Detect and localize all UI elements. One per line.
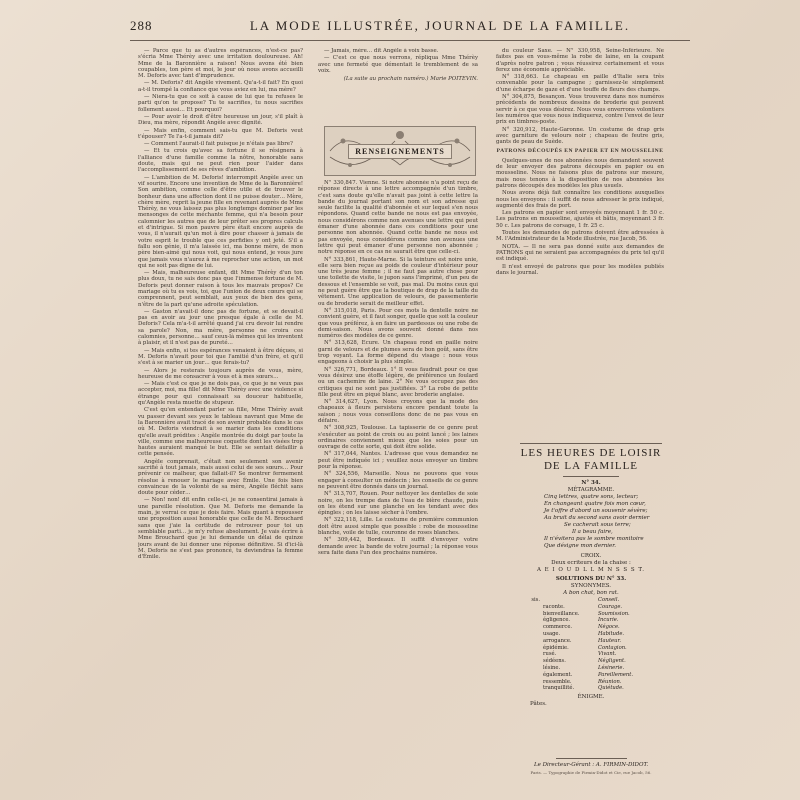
- solution-row: [520, 624, 662, 631]
- novel-paragraph: — C'est ce que nous verrons, répliqua Mme Thérèy avec une fermeté que démentait le tremblement de sa voix.: [318, 55, 478, 74]
- patrons-paragraph: NOTA. — Il ne sera pas donné suite aux demandes de PATRONS qui ne seraient pas accompagnées du prix tel qu'il est indiqué.: [496, 243, 664, 263]
- puzzle-poem: [520, 494, 662, 550]
- journal-title: LA MODE ILLUSTRÉE, JOURNAL DE LA FAMILLE.: [249, 18, 631, 33]
- novel-paragraph: — Mais enfin, si tes espérances venaient à être déçues, si M. Deforis n'avait pour toi que l'amitié d'un frère, et qu'il s'est à se marier un jour… que ferais-tu?: [138, 347, 303, 367]
- patrons-paragraph: Nous avons déjà fait connaître les conditions auxquelles nous les envoyons : il suffit de nous adresser le prix indiqué, augmenté des frais de port.: [496, 190, 664, 209]
- imprint-line: Paris. — Typographie de Firmin-Didot et Cie, rue Jacob, 56.: [530, 770, 652, 775]
- solution-letter: [520, 658, 543, 665]
- solution-synonym: Incurie.: [598, 617, 619, 624]
- poem-line: Se cacherait sous terre;: [564, 522, 631, 528]
- solution-letter: [520, 611, 543, 618]
- puzzle-kind: MÉTAGRAMME.: [567, 487, 615, 493]
- novel-paragraph: — Parce que tu as d'autres espérances, n'est-ce pas? s'écria Mme Thérèy avec une irritation douloureuse. Ah! Mme de la Baronnière a raison! Nous avons été bien coupables, ton père et moi, le jour où nous avons accueilli M. Deforis avec tant d'imprudence.: [138, 48, 303, 80]
- divider: [556, 758, 627, 759]
- answer-paragraph: N° 333,861, Haute-Marne. Si la teinture est noire unie, elle sera bien reçue au poids de couleur d'intérieur pour une très jeune femme ; il ne faut pas autre chose pour une toilette de visite, le jupon sans l'imprimé, d'un peu de dessous et l'ensemble se voit, pas mal. Du moins ceux qui ne peut guère être que la boutique de drap de la taille du vêtement. Une application de velours, de passementerie ou de broderie serait de meilleur effet.: [318, 256, 478, 307]
- answer-paragraph: N° 322,118, Lille. Le costume de première communion doit être aussi simple que possible : robe de mousseline blanche, voile de tulle, couronne de roses blanches.: [318, 517, 478, 537]
- patrons-paragraph: Toutes les demandes de patrons doivent être adressées à M. l'Administrateur de la Mode illustrée, rue Jacob, 56.: [496, 230, 664, 243]
- solution-row: [520, 679, 662, 686]
- solution-letter: sis.: [531, 597, 540, 603]
- solution-letter: [520, 645, 543, 652]
- novel-paragraph: — M. Deforis? dit Angèle vivement. Qu'a-t-il fait? En quoi a-t-il trompé la confiance que vous aviez en lui, ma mère?: [138, 80, 303, 93]
- solution-row: [520, 685, 662, 692]
- solution-letter: [520, 651, 543, 658]
- novel-paragraph: — Niera-tu que ce soit à cause de lui que tu refuses le parti qu'on te propose? Tu te sacrifies, tu nous sacrifies follement aussi… Et pourquoi?: [138, 94, 303, 113]
- answer-paragraph: N° 315,018, Paris. Pour ces mots la dentelle noire ne convient guère, et il faut songer, quelle que soit la couleur que vous préférez, à en faire un pardessus ou une robe de demi-saison. Nous avons souvent donné dans nos numéros des modèles de ce genre.: [318, 307, 478, 340]
- novel-paragraph: — Jamais, mère… dit Angèle à voix basse.: [324, 48, 439, 54]
- solution-letter: [520, 665, 543, 672]
- poem-line: Il n'évitera pas le sombre monitoire: [544, 536, 644, 542]
- solution-letter: [520, 617, 543, 624]
- solution-letter: [520, 631, 543, 638]
- answer-paragraph: N° 330,847. Vienne. Si notre abonnée n'a point reçu de réponse directe à une lettre accompagnée d'un timbre, c'est sans doute qu'elle n'avait pas joint à cette lettre la bande du journal portant son nom et son adresse qui seule facilite la qualité d'abonnée et sur lequel s'en nous répondons. Quand cette bande ne nous est pas envoyée, nous considérons comme non avenues une lettre qui peut émaner d'une abonnée dans ces conditions pour une personne non abonnée. Quand cette bande ne nous est pas envoyée, nous considérons comme non avenues une lettre qui peut émaner d'une personne non abonnée ; notre réponse en ce cas ne saurait être que celle-ci.: [318, 180, 478, 256]
- solution-row: [520, 604, 662, 611]
- croix-letters: A E I O U D L L M N S S S T.: [536, 567, 646, 573]
- solution-word: commerce.: [543, 624, 573, 631]
- solution-row: [520, 638, 662, 645]
- novel-paragraph: — Gaston n'avait-il donc pas de fortune, et se devait-il pas en avoir au jour une presque égale à celle de M. Deforis? Cela m'a-t-il arrêté quand j'ai cru devoir lui rendre sa parole? Non, ma mère, personne ne croira ces calomnies, personne… sauf ceux-là mêmes qui les inventent à plaisir, et il n'est pas de pureté…: [138, 308, 303, 347]
- answer-paragraph: N° 304,875, Besançon. Vous trouverez dans nos numéros précédents de nombreux dessins de broderie qui peuvent servir à ce que vous désirez. Nous vous enverrons volontiers les numéros que vous nous indiquerez, contre l'envoi de leur prix en timbres-poste.: [496, 94, 664, 126]
- patrons-paragraph: Quelques-unes de nos abonnées nous demandent souvent de leur envoyer des patrons découpés en papier ou en mousseline. Nous ne faisons plus de patrons sur mesure, mais nous tenons à la disposition de nos abonnées les patrons découpés des modèles les plus usuels.: [496, 157, 664, 189]
- solution-row: [520, 597, 662, 604]
- patrons-paragraph: Les patrons en papier sont envoyés moyennant 1 fr. 50 c. Les patrons en mousseline, ajustés et bâtis, moyennant 3 fr. 50 c. Les patrons de corsage, 1 fr. 25 c.: [496, 210, 664, 229]
- poem-line: Je t'offre d'abord un souvenir sévère;: [544, 508, 648, 514]
- solution-word: arrogance.: [543, 637, 572, 644]
- solution-letter: [520, 604, 543, 611]
- solutions-title: SOLUTIONS DU N° 33.: [555, 576, 627, 582]
- solution-word: [543, 597, 598, 604]
- director-signature: [520, 755, 662, 768]
- solution-letter: [520, 638, 543, 645]
- novel-paragraph: — Non! non! dit enfin celle-ci, je ne consentirai jamais à une pareille résolution. Que M. Deforis me demande la main, je verrai ce que je dois faire. Mais quant à repousser une proposition aussi honorable que celle de M. Brouchard sans que j'aie la certitude de retrouver pour toi un semblable parti… je m'y refuse absolument. Je vais écrire à Mme Brouchard que je lui demande un délai de quinze jours avant de lui donner une réponse définitive. Si d'ici-là M. Deforis ne s'est pas prononcé, tu deviendras la femme d'Émile.: [138, 497, 303, 561]
- novel-paragraph: — L'ambition de M. Deforis! interrompit Angèle avec un vif sourire. Encore une invention de Mme de la Baronnière! Son ambition, comme celle d'être utile et de trouver le bonheur dans une affection dont il ne puisse douter… Mère, chère mère, reprit la jeune fille en revenant auprès de Mme Thérèy, ne vous laissez pas plus longtemps dominer par les mensonges de cette méchante femme, qui n'a besoin pour calomnier les autres que de leur prêter ses propres calculs et d'intrigue. Si mon pauvre père était encore auprès de vous, il n'aurait qu'un mot à dire pour chasser à jamais de votre esprit le trouble que ces perfidies y ont jeté. S'il a fallu son génie, il m'a laissée ici, ma bonne mère, de mon père bien-aimé qui nous voit, qui nous entend, je vous jure que jamais vous n'aurez à me reprocher une action, un mot qui ne soit pas digne de lui.: [138, 174, 303, 269]
- solution-synonym: Lésinerie.: [598, 664, 625, 671]
- solution-word: raconte.: [543, 603, 565, 610]
- page-number: 288: [130, 18, 153, 33]
- solution-word: bienveillance.: [543, 610, 580, 617]
- synonymes-label: SYNONYMES.: [570, 583, 612, 589]
- solution-synonym: Habitude.: [598, 630, 625, 637]
- solution-word: sédéens.: [543, 658, 566, 665]
- solution-word: usage.: [543, 630, 561, 637]
- page-header: [130, 18, 690, 41]
- answer-paragraph: N° 308,925, Toulouse. La tapisserie de ce genre peut s'exécuter au point de croix ou au point lancé ; les laines ordinaires conviennent mieux que les soies pour un ouvrage de cette sorte, qui doit être solide.: [318, 425, 478, 451]
- novel-end-column: [318, 48, 478, 110]
- novel-signature: [318, 76, 478, 82]
- novel-paragraph: — Mais enfin, comment sais-tu que M. Deforis veut t'épouser? Te l'a-t-il jamais dit?: [138, 127, 303, 140]
- solution-word: également.: [543, 671, 573, 678]
- author-name: Marie POITEVIN.: [430, 76, 478, 83]
- director-text: Le Directeur-Gérant : A. FIRMIN-DIDOT.: [533, 762, 649, 768]
- solution-letter: [520, 685, 543, 692]
- solution-word: épidémie.: [543, 644, 569, 651]
- answer-paragraph: N° 326,771, Bordeaux. 1° Il vous faudrait pour ce que vous désirez une étoffe légère, de préférence un foulard ou un cachemire de laine. 2° Ne vous occupez pas des critiques qui ne sont pas justifiées. 3° La robe de petite fille peut être en piqué blanc, avec broderie anglaise.: [318, 366, 478, 398]
- poem-line: En changeant quatre fois mon cœur,: [544, 501, 646, 507]
- novel-paragraph: — Pour avoir le droit d'être heureuse un jour, s'il plaît à Dieu, ma mère, répondit Angèle avec dignité.: [138, 113, 303, 127]
- answer-paragraph: N° 309,442, Bordeaux. Il suffit d'envoyer votre demande avec la bande de votre journal ; la réponse vous sera faite dans l'un des prochains numéros.: [318, 537, 478, 556]
- solution-row: [520, 658, 662, 665]
- section-title: RENSEIGNEMENTS: [348, 144, 452, 159]
- solution-word: égligence.: [543, 617, 571, 624]
- enigme-label: ÉNIGME.: [577, 694, 605, 701]
- patrons-title: PATRONS DÉCOUPÉS EN PAPIER ET EN MOUSSELINE: [496, 148, 664, 155]
- right-column: [496, 48, 664, 428]
- solution-synonym: Vivant.: [598, 651, 617, 658]
- novel-paragraph: — Mais c'est ce que je ne dois pas, ce que je ne veux pas accepter, moi, ma fille! dit Mme Thérèy avec une violence si étrange pour qui connaissait sa douceur habituelle, qu'Angèle resta muette de stupeur.: [138, 381, 303, 407]
- solution-synonym: Quiétude.: [598, 685, 624, 692]
- solution-letter: [520, 679, 543, 686]
- solution-synonym: Négoce.: [598, 624, 620, 631]
- solution-synonym: Hauteur.: [598, 637, 622, 644]
- answer-paragraph: N° 320,912, Haute-Garonne. Un costume de drap gris avec garniture de velours noir ; chapeau de feutre gris, gants de peau de Suède.: [496, 126, 664, 146]
- novel-column: [138, 48, 303, 788]
- novel-paragraph: — Et tu crois qu'avec sa fortune il se résignera à l'alliance d'une famille comme la nôtre, honorable sans doute, mais qui ne peut rien pour l'aider dans l'accomplissement de ses rêves d'ambition.: [138, 148, 303, 174]
- novel-paragraph: — Mais, malheureuse enfant, dit Mme Thérèy d'un ton plus doux, tu ne sais donc pas que l'immense fortune de M. Deforis peut donner raison à tous les mauvais propos? Ce mariage où tu es vois, toi, que l'union de deux cœurs qui se comprennent, peut semblait, aux yeux de bien des gens, n'être de la part qu'une adroite spéculation.: [138, 270, 303, 308]
- solution-word: lésine.: [543, 664, 561, 671]
- answer-paragraph: N° 313,628, Ecure. Un chapeau rond en paille noire garni de velours et de plumes sera de bon goût, sans être trop voyant. La forme dépend du visage : nous vous engageons à choisir la plus simple.: [318, 340, 478, 366]
- solution-word: tranquillité.: [543, 685, 575, 692]
- puzzle-number: N° 34.: [581, 480, 601, 486]
- novel-paragraph: — Comment l'aurait-il fait puisque je n'étais pas libre?: [144, 141, 293, 148]
- puzzle-section: [520, 440, 662, 708]
- solution-row: [520, 665, 662, 672]
- answer-paragraph: N° 318,663. Le chapeau en paille d'Italie sera très convenable pour la campagne ; garnissez-le simplement d'une écharpe de gaze et d'une touffe de fleurs des champs.: [496, 74, 664, 93]
- solution-word: rusé.: [543, 651, 557, 658]
- novel-paragraph: Angèle comprenait, c'était non seulement son avenir sacrifié à tout jamais, mais aussi celui de ses sœurs… Pour prévenir ce malheur, que fallait-il? Se montrer fermement résolue à renouer le mariage avec Émile. Une fois bien convaincue de la volonté de sa mère, Angèle fléchit sans doute pour céder…: [138, 458, 303, 497]
- answer-paragraph: N° 317,044, Nantes. L'adresse que vous demandez ne peut être indiquée ici ; veuillez nous envoyer un timbre pour la réponse.: [318, 451, 478, 471]
- solution-synonym: Contagion.: [598, 644, 627, 651]
- poem-line: Au bruit du second sans avoir dernier: [544, 515, 650, 521]
- solution-row: [520, 631, 662, 638]
- novel-paragraph: C'est qu'en entendant parler sa fille, Mme Thérèy avait vu passer devant ses yeux le tableau navrant que Mme de la Baronnière avait tracé de son avenir probable dans le cas où M. Deforis viendrait à se marier dans les conditions qu'elle avait prédites : Angèle montrée du doigt par toute la ville, comme une malheureuse coquette dont les visées trop hautes auraient manqué le but. Elle se sentait défaillir à cette pensée.: [138, 407, 303, 458]
- solution-synonym: Conseil.: [598, 597, 620, 603]
- answer-paragraph: N° 314,627, Lyon. Nous croyons que la mode des chapeaux à fleurs persistera encore pendant toute la saison ; nous vous conseillons donc de ne pas vous en défaire.: [318, 399, 478, 424]
- solution-synonym: Courage.: [598, 603, 623, 610]
- solution-row: [520, 645, 662, 652]
- solution-synonym: Négligent.: [598, 658, 626, 665]
- enigme-answer: Pâtes.: [530, 701, 547, 708]
- solutions-table: [520, 597, 662, 692]
- solutions-intro: A bon chat, bon rat.: [563, 590, 619, 596]
- novel-paragraph: — Alors je resterais toujours auprès de vous, mère, heureuse de me consacrer à vous et à mes sœurs…: [138, 367, 303, 380]
- divider: [563, 476, 620, 477]
- answer-paragraph: N° 324,556, Marseille. Nous ne pouvons que vous engager à consulter un médecin ; les conseils de ce genre ne peuvent être donnés dans un journal.: [318, 471, 478, 490]
- patrons-paragraph: Il n'est envoyé de patrons que pour les modèles publiés dans le journal.: [496, 263, 664, 276]
- continuation-note: (La suite au prochain numéro.): [343, 76, 429, 83]
- croix-line: Deux ecriteurs de la chaise :: [551, 560, 631, 566]
- croix-label: CROIX.: [580, 553, 602, 559]
- poem-line: Cinq lettres, quatre sons, lecteur;: [544, 494, 639, 500]
- solution-row: [520, 651, 662, 658]
- answer-paragraph: N° 313,707, Rouen. Pour nettoyer les dentelles de soie noire, on les trempe dans de l'eau de bière chaude, puis on les étend sur une planche en les tendant avec des épingles ; on les laisse sécher à l'ombre.: [318, 491, 478, 517]
- solution-row: [520, 617, 662, 624]
- solution-word: ressemble.: [543, 678, 572, 685]
- solution-synonym: Soumission.: [598, 610, 630, 617]
- solution-row: [520, 611, 662, 618]
- poem-line: Que désigne mon dernier.: [544, 543, 617, 549]
- poem-line: Il a beau faire,: [572, 529, 613, 535]
- divider: [520, 443, 662, 444]
- solution-letter: [520, 624, 543, 631]
- renseignements-vignette: [324, 126, 476, 176]
- renseignements-column: [318, 180, 478, 788]
- answer-paragraph: du couleur Saxe. — N° 330,958, Seine-Inférieure. Ne faites pas en vous-même la robe de laine, en la coupant d'après notre patron ; vous réussirez certainement et vous ferez une économie appréciable.: [496, 48, 664, 73]
- puzzle-subtitle: DE LA FAMILLE: [543, 460, 639, 472]
- solution-row: [520, 672, 662, 679]
- puzzle-title: LES HEURES DE LOISIR: [520, 447, 662, 459]
- solution-synonym: Pareillement.: [598, 671, 634, 678]
- solution-letter: [520, 672, 543, 679]
- solution-synonym: Réunion.: [598, 678, 622, 685]
